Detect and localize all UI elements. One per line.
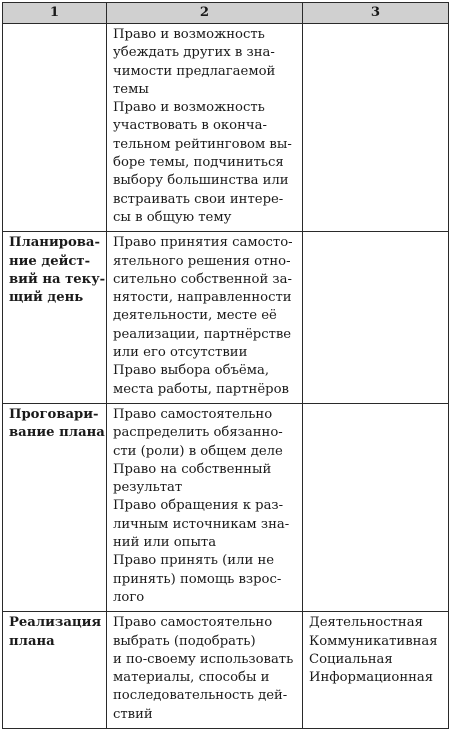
cell-line: реализации, партнёрстве [113, 326, 292, 342]
competence-cell [303, 403, 449, 611]
cell-line: Право обращения к раз- [113, 498, 284, 514]
cell-line: Право и возможность [113, 100, 265, 116]
cell-line: вий на теку- [9, 271, 106, 287]
cell-line: участвовать в оконча- [113, 118, 267, 134]
competence-cell [303, 612, 449, 729]
cell-line: Социальная [309, 651, 393, 667]
competence-cell [303, 24, 449, 232]
cell-line: чимости предлагаемой [113, 63, 276, 79]
cell-line: нятости, направленности [113, 290, 292, 306]
cell-line: встраивать свои интере- [113, 191, 284, 207]
cell-line: выбрать (подобрать) [113, 633, 256, 649]
cell-line: щий день [9, 290, 84, 306]
cell-line: принять) помощь взрос- [113, 571, 282, 587]
cell-line: или его отсутствии [113, 345, 248, 361]
cell-line: Коммуникативная [309, 633, 438, 649]
cell-line: сительно собственной за- [113, 271, 292, 287]
cell-line: Право принять (или не [113, 553, 275, 569]
cell-line: Информационная [309, 670, 434, 686]
cell-line: Право принятия самосто- [113, 235, 293, 251]
cell-line: материалы, способы и [113, 670, 270, 686]
rights-table [2, 2, 449, 729]
rights-cell [107, 24, 303, 232]
cell-line: лого [113, 589, 145, 605]
cell-line: Право самостоятельно [113, 615, 273, 631]
cell-line: Право на собственный [113, 461, 272, 477]
cell-line: Реализация [9, 615, 102, 631]
cell-line: ствий [113, 706, 153, 722]
rights-cell [107, 403, 303, 611]
cell-line: плана [9, 633, 55, 649]
cell-line: тельном рейтинговом вы- [113, 136, 292, 152]
stage-cell [3, 232, 107, 404]
header-col-3: 3 [303, 3, 449, 24]
cell-line: Планирова- [9, 235, 100, 251]
cell-line: Проговари- [9, 406, 99, 422]
header-col-1: 1 [3, 3, 107, 24]
cell-line: выбору большинства или [113, 173, 289, 189]
cell-line: личным источникам зна- [113, 516, 290, 532]
cell-line: результат [113, 480, 183, 496]
cell-line: и по-своему использовать [113, 651, 294, 667]
cell-line: Право самостоятельно [113, 406, 273, 422]
cell-line: сти (роли) в общем деле [113, 443, 283, 459]
cell-line: Деятельностная [309, 615, 423, 631]
cell-line: ний или опыта [113, 535, 217, 551]
cell-line: вание плана [9, 425, 105, 441]
table-row [3, 612, 449, 729]
cell-line: сы в общую тему [113, 209, 232, 225]
table-row [3, 232, 449, 404]
cell-line: распределить обязанно- [113, 425, 283, 441]
cell-line: убеждать других в зна- [113, 45, 275, 61]
rights-cell [107, 232, 303, 404]
rights-cell [107, 612, 303, 729]
cell-line: Право и возможность [113, 27, 265, 42]
competence-cell [303, 232, 449, 404]
cell-line: Право выбора объёма, [113, 363, 270, 379]
cell-line: последовательность дей- [113, 688, 288, 704]
cell-line: ние дейст- [9, 253, 91, 269]
stage-cell [3, 612, 107, 729]
cell-line: боре темы, подчиниться [113, 155, 284, 171]
cell-line: деятельности, месте её [113, 308, 277, 324]
header-row [3, 3, 449, 24]
cell-line: места работы, партнёров [113, 381, 289, 397]
cell-line: темы [113, 81, 149, 97]
stage-cell [3, 403, 107, 611]
table-row [3, 403, 449, 611]
table-row [3, 24, 449, 232]
header-col-2: 2 [107, 3, 303, 24]
cell-line: ятельного решения отно- [113, 253, 291, 269]
stage-cell [3, 24, 107, 232]
